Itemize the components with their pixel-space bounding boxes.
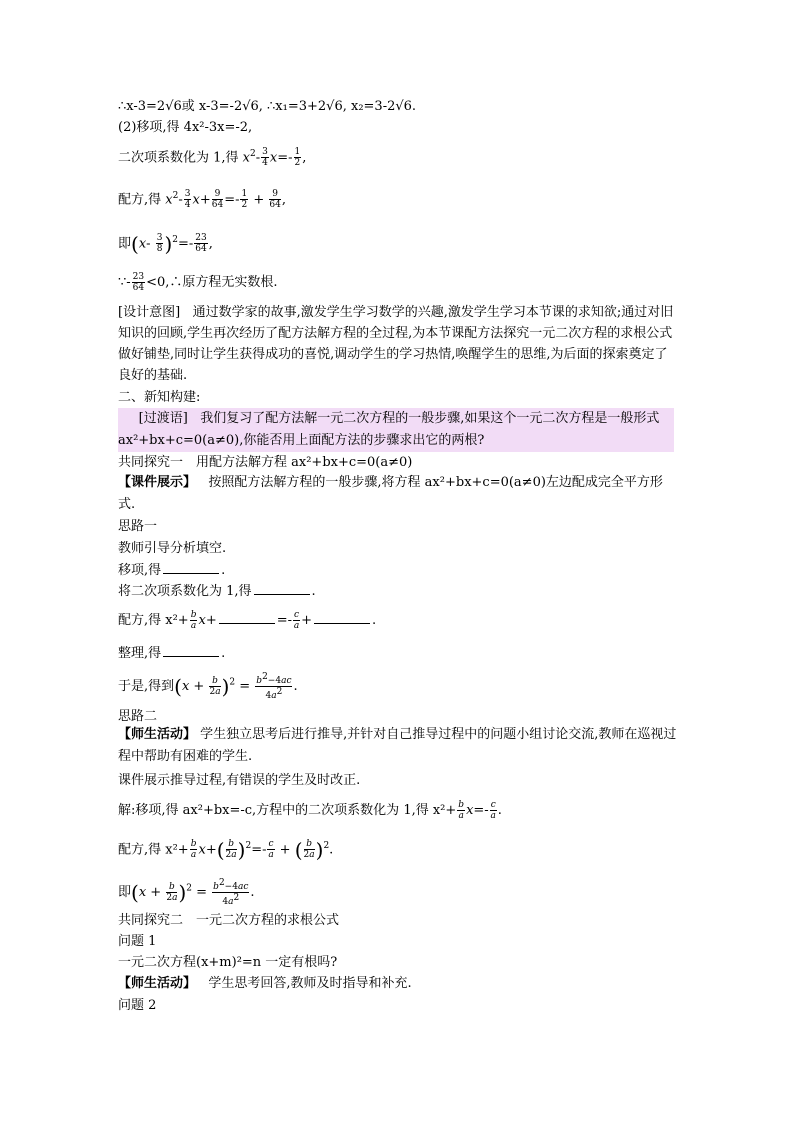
thus-line: 于是,得到(x + $\frac{b}{2a}$ )$^2$ = $\frac{b2-4ac}{4a2}$ . — [118, 672, 298, 701]
explore-2: 共同探究二 一元二次方程的求根公式 — [118, 913, 340, 928]
show-line: 课件展示推导过程,有错误的学生及时改正. — [118, 773, 361, 788]
coef-line: 将二次项系数化为 1,得 . — [118, 584, 316, 599]
ts-activity-2: 【师生活动】 学生思考回答,教师及时指导和补充. — [118, 976, 412, 991]
complete2-line: 配方,得 x²+ $\frac{b}{a}$ x+( $\frac{b}{2a}$ )$^2$=- $\frac{c}{a}$ + ( $\frac{b}{2a}$ )$^2$. — [118, 837, 334, 862]
design-intent: [设计意图] 通过数学家的故事,激发学生学习数学的兴趣,激发学生学习本节课的求知欲;通过对旧知识的回顾,学生再次经历了配方法解方程的全过程,为本节课配方法探究一元二次方程的求根公式做好铺垫,同时让学生获得成功的喜悦,调动学生的学习热情,唤醒学生的思维,为后面的探索奠定了良好的基础. — [118, 305, 674, 383]
solution-line-2: (2)移项,得 4x²-3x=-2, — [118, 120, 253, 135]
solution-line-5: 即(x- $\frac{3}{8}$ )$^2$=- $\frac{23}{64}$ , — [118, 231, 213, 256]
section-heading: 二、新知构建: — [118, 390, 201, 405]
solution-line-4: 配方,得 $x^2-$ $\frac{3}{4}$ x+ $\frac{9}{64}$ =- $\frac{1}{2}$ + $\frac{9}{64}$ , — [118, 189, 286, 211]
complete-line: 配方,得 x²+ $\frac{b}{a}$ x+ =- $\frac{c}{a}$ + . — [118, 610, 377, 631]
ie-line: 即(x + $\frac{b}{2a}$ )$^2$ = $\frac{b2-4ac}{4a2}$ . — [118, 878, 255, 907]
solve-line: 解:移项,得 ax²+bx=-c,方程中的二次项系数化为 1,得 x²+ $\frac{b}{a}$ x=- $\frac{c}{a}$ . — [118, 800, 502, 821]
ts-activity: 【师生活动】 学生独立思考后进行推导,并针对自己推导过程中的问题小组讨论交流,教师在巡视过程中帮助有困难的学生. — [118, 727, 677, 764]
transition-text: [过渡语] 我们复习了配方法解一元二次方程的一般步骤,如果这个一元二次方程是一般形式 ax²+bx+c=0(a≠0),你能否用上面配方法的步骤求出它的两根? — [118, 411, 660, 448]
teacher-guide: 教师引导分析填空. — [118, 541, 227, 556]
question-1: 问题 1 — [118, 934, 157, 949]
explore-1: 共同探究一 用配方法解方程 ax²+bx+c=0(a≠0) — [118, 455, 413, 470]
question-1-text: 一元二次方程(x+m)²=n 一定有根吗? — [118, 955, 338, 970]
solution-line-3: 二次项系数化为 1,得 $x^2-$ $\frac{3}{4}$ x=- $\frac{1}{2}$ , — [118, 147, 307, 169]
arrange-line: 整理,得 . — [118, 646, 226, 661]
move-line: 移项,得 . — [118, 563, 226, 578]
courseware: 【课件展示】 按照配方法解方程的一般步骤,将方程 ax²+bx+c=0(a≠0)左边配成完全平方形式. — [118, 475, 663, 512]
solution-line-1: ∴x-3=2√6或 x-3=-2√6, ∴x₁=3+2√6, x₂=3-2√6. — [118, 99, 417, 114]
question-2: 问题 2 — [118, 998, 157, 1013]
idea-2: 思路二 — [118, 709, 158, 724]
idea-1: 思路一 — [118, 519, 158, 534]
solution-line-6: ∵- $\frac{23}{64}$ <0,∴原方程无实数根. — [118, 272, 278, 293]
